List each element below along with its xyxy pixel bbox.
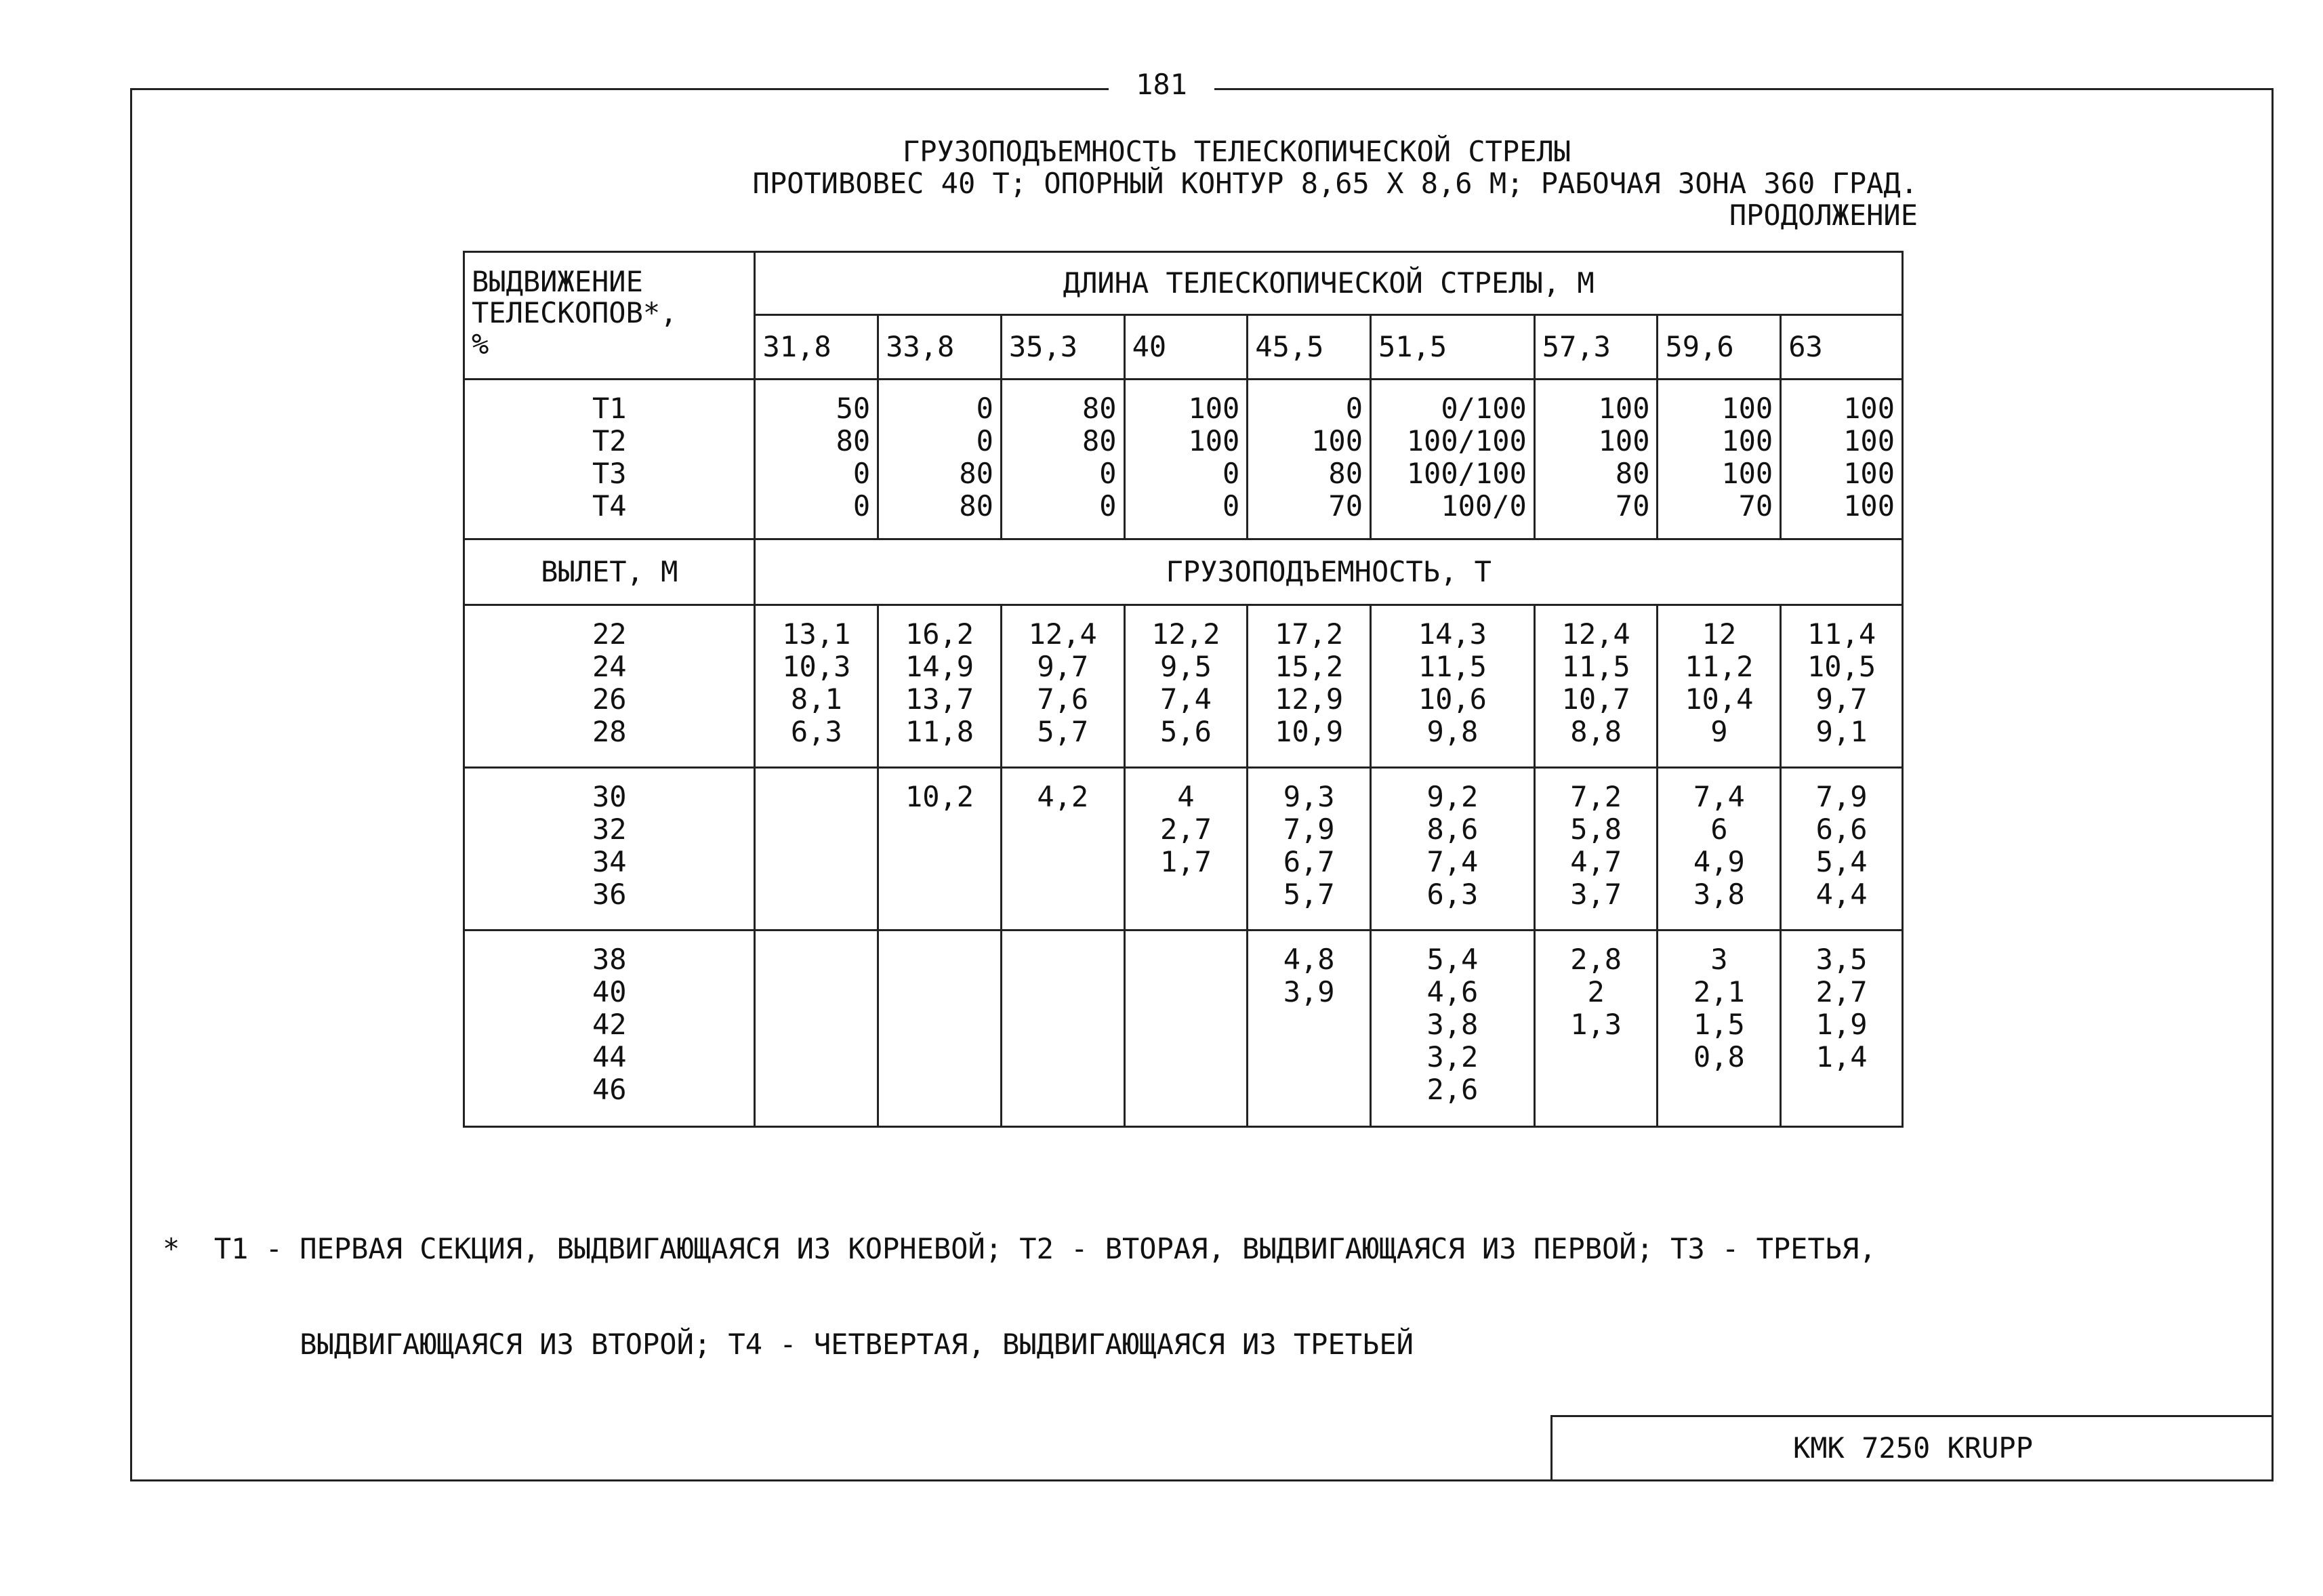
capacity-value-cell: 16,2 14,9 13,7 11,8 — [878, 605, 1002, 768]
title-line-2: ПРОТИВОВЕС 40 Т; ОПОРНЫЙ КОНТУР 8,65 Х 8,6 М; РАБОЧАЯ ЗОНА 360 ГРАД. — [752, 167, 1918, 200]
boom-length-header: 33,8 — [878, 315, 1002, 380]
capacity-value-cell: 7,4 6 4,9 3,8 — [1658, 768, 1781, 930]
extension-value-cell: 100 100 100 70 — [1658, 380, 1781, 539]
boom-length-header: 63 — [1781, 315, 1903, 380]
boom-length-header: 40 — [1124, 315, 1248, 380]
capacity-value-cell: 4,2 — [1001, 768, 1124, 930]
title-line-1: ГРУЗОПОДЪЕМНОСТЬ ТЕЛЕСКОПИЧЕСКОЙ СТРЕЛЫ — [902, 135, 1571, 168]
footnote — [163, 1169, 2263, 1392]
boom-length-header: 31,8 — [755, 315, 878, 380]
capacity-value-cell: 3 2,1 1,5 0,8 — [1658, 930, 1781, 1127]
capacity-value-cell: 12 11,2 10,4 9 — [1658, 605, 1781, 768]
capacity-value-cell — [755, 768, 878, 930]
extension-section-labels: Т1 Т2 Т3 Т4 — [464, 380, 755, 539]
extension-label: ВЫДВИЖЕНИЕ ТЕЛЕСКОПОВ*, % — [464, 252, 755, 380]
capacity-value-cell — [1001, 930, 1124, 1127]
boom-length-header: 35,3 — [1001, 315, 1124, 380]
capacity-value-cell: 13,1 10,3 8,1 6,3 — [755, 605, 878, 768]
extension-value-cell: 100 100 100 100 — [1781, 380, 1903, 539]
capacity-value-cell: 3,5 2,7 1,9 1,4 — [1781, 930, 1903, 1127]
extension-value-cell: 50 80 0 0 — [755, 380, 878, 539]
extension-value-cell: 100 100 0 0 — [1124, 380, 1248, 539]
boom-length-header: 59,6 — [1658, 315, 1781, 380]
extension-value-cell: 100 100 80 70 — [1534, 380, 1658, 539]
capacity-label: ГРУЗОПОДЪЕМНОСТЬ, Т — [755, 539, 1903, 605]
table-title — [474, 136, 1918, 231]
capacity-value-cell: 4,8 3,9 — [1248, 930, 1371, 1127]
extension-value-cell: 0/100 100/100 100/100 100/0 — [1371, 380, 1535, 539]
capacity-value-cell: 5,4 4,6 3,8 3,2 2,6 — [1371, 930, 1535, 1127]
capacity-value-cell: 12,4 11,5 10,7 8,8 — [1534, 605, 1658, 768]
radius-label: ВЫЛЕТ, М — [464, 539, 755, 605]
title-stamp: КМК 7250 KRUPP — [1550, 1415, 2274, 1481]
page-number: 181 — [0, 68, 2323, 102]
load-capacity-table — [463, 251, 1904, 1128]
capacity-group-row — [464, 930, 1903, 1127]
capacity-value-cell — [878, 930, 1002, 1127]
capacity-value-cell: 11,4 10,5 9,7 9,1 — [1781, 605, 1903, 768]
capacity-value-cell: 12,2 9,5 7,4 5,6 — [1124, 605, 1248, 768]
extension-value-cell: 0 100 80 70 — [1248, 380, 1371, 539]
radius-cell: 38 40 42 44 46 — [464, 930, 755, 1127]
radius-cell: 30 32 34 36 — [464, 768, 755, 930]
capacity-group-row — [464, 768, 1903, 930]
capacity-value-cell: 7,9 6,6 5,4 4,4 — [1781, 768, 1903, 930]
extension-value-cell: 80 80 0 0 — [1001, 380, 1124, 539]
capacity-value-cell: 2,8 2 1,3 — [1534, 930, 1658, 1127]
capacity-value-cell: 14,3 11,5 10,6 9,8 — [1371, 605, 1535, 768]
boom-length-header: 57,3 — [1534, 315, 1658, 380]
extension-value-cell: 0 0 80 80 — [878, 380, 1002, 539]
capacity-value-cell: 9,3 7,9 6,7 5,7 — [1248, 768, 1371, 930]
capacity-value-cell: 10,2 — [878, 768, 1002, 930]
capacity-value-cell: 4 2,7 1,7 — [1124, 768, 1248, 930]
capacity-value-cell: 12,4 9,7 7,6 5,7 — [1001, 605, 1124, 768]
boom-length-label: ДЛИНА ТЕЛЕСКОПИЧЕСКОЙ СТРЕЛЫ, М — [755, 252, 1903, 315]
capacity-value-cell: 9,2 8,6 7,4 6,3 — [1371, 768, 1535, 930]
capacity-group-row — [464, 605, 1903, 768]
extension-row — [464, 380, 1903, 539]
capacity-value-cell — [755, 930, 878, 1127]
capacity-value-cell — [1124, 930, 1248, 1127]
footnote-line-2: ВЫДВИГАЮЩАЯСЯ ИЗ ВТОРОЙ; Т4 - ЧЕТВЕРТАЯ, ВЫДВИГАЮЩАЯСЯ ИЗ ТРЕТЬЕЙ — [163, 1328, 1414, 1361]
footnote-line-1: * Т1 - ПЕРВАЯ СЕКЦИЯ, ВЫДВИГАЮЩАЯСЯ ИЗ КОРНЕВОЙ; Т2 - ВТОРАЯ, ВЫДВИГАЮЩАЯСЯ ИЗ ПЕРВОЙ; Т3 - ТРЕТЬЯ, — [163, 1232, 1876, 1265]
radius-cell: 22 24 26 28 — [464, 605, 755, 768]
capacity-value-cell: 7,2 5,8 4,7 3,7 — [1534, 768, 1658, 930]
capacity-value-cell: 17,2 15,2 12,9 10,9 — [1248, 605, 1371, 768]
boom-length-header: 51,5 — [1371, 315, 1535, 380]
boom-length-header: 45,5 — [1248, 315, 1371, 380]
title-line-3: ПРОДОЛЖЕНИЕ — [1729, 199, 1918, 232]
